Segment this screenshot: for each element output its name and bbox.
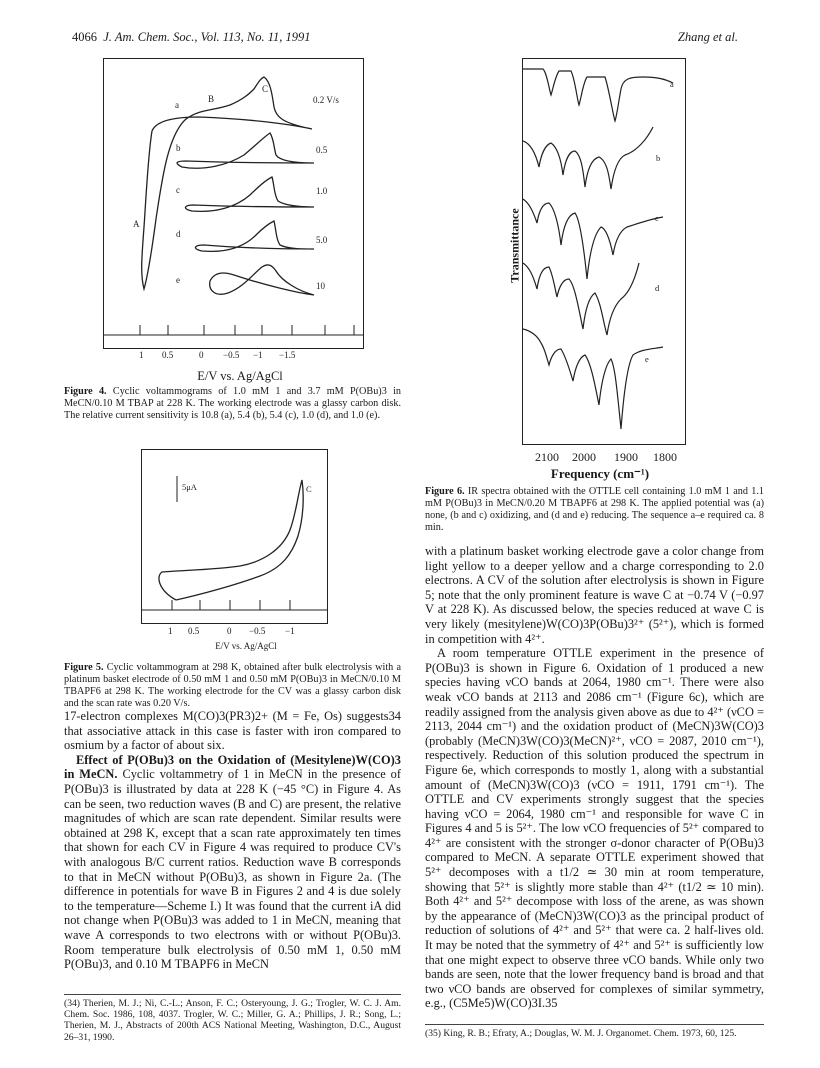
fig6-tick-1800: 1800 xyxy=(653,450,677,464)
ir-spectrum-c xyxy=(523,199,663,279)
fig4-x-ticks xyxy=(139,350,339,362)
scan-rate-a: 0.2 V/s xyxy=(313,95,339,105)
figure-6-caption xyxy=(425,486,764,534)
fig6-x-ticks xyxy=(535,450,695,464)
wave-label-C: C xyxy=(262,84,269,94)
figure-4-caption xyxy=(64,386,401,422)
cv-curve-e xyxy=(210,265,314,295)
footnote-rule-right xyxy=(425,1024,764,1025)
right-paragraph-2: A room temperature OTTLE experiment in the presence of P(OBu)3 is shown in Figure 6. Oxidation of 1 produced a new species having νCO bands at 2064, 1980 cm⁻¹. There were also weak νCO bands at 2113 and 2086 cm⁻¹ (Figure 6c), which are readily assigned from the analysis given above as due to 4²⁺ (νCO = 2113, 2044 cm⁻¹) and the oxidation product of (MeCN)3W(CO)3 (probably (MeCN)3W(CO)3(MeCN)²⁺, νCO = 2087, 2010 cm⁻¹), respectively. Reduction of this solution produced the spectrum in Figure 6e, which corresponds to mostly 1, along with a substantial amount of (MeCN)3W(CO)3 (νCO = 1911, 1791 cm⁻¹). The OTTLE and CV experiments strongly suggest that the species having νCO = 2064, 1980 cm⁻¹ and responsible for wave C in Figures 4 and 5 is 5²⁺. The low νCO frequencies of 5²⁺ compared to 4²⁺ are consistent with the stronger σ-donor character of P(OBu)3 compared to MeCN. A separate OTTLE experiment showed that 5²⁺ decomposes with a t1/2 ≃ 30 min at room temperature, showing that 5²⁺ is slightly more stable than 4²⁺ (t1/2 ≃ 10 min). Both 4²⁺ and 5²⁺ decompose with loss of the arene, as was shown by the appearance of (MeCN)3W(CO)3 as the principal product of reduction of solutions of 4²⁺ and 5²⁺ that were ca. 2 half-lives old. It may be noted that the symmetry of 4²⁺ and 5²⁺ is sufficiently low that one might expect to observe three νCO bands. While only two bands are seen, note that the lower frequency band is broad and that two νCO bands are observed for complexes of similar symmetry, e.g., (C5Me5)W(CO)3I.35 xyxy=(425,646,764,1011)
cv-curve-b xyxy=(177,133,314,168)
fig5-tick-5: −1 xyxy=(285,626,295,636)
fig4-tick-2: 0.5 xyxy=(162,350,174,360)
fig4-x-title: E/V vs. Ag/AgCl xyxy=(197,369,283,383)
fig4-tick-3: 0 xyxy=(199,350,204,360)
wave-label-A: A xyxy=(133,219,140,229)
left-paragraph-2 xyxy=(64,753,401,972)
journal-citation: J. Am. Chem. Soc., Vol. 113, No. 11, 1991 xyxy=(103,30,311,44)
fig6-tick-2100: 2100 xyxy=(535,450,559,464)
fig4-tick-5: −1 xyxy=(253,350,263,360)
cv-curve-d xyxy=(195,221,314,251)
page-number: 4066 xyxy=(72,30,97,44)
fig4-caption-text: Cyclic voltammograms of 1.0 mM 1 and 3.7 mM P(OBu)3 in MeCN/0.10 M TBAP at 228 K. The working electrode was a glassy carbon disk. The relative current sensitivity is 10.8 (a), 5.4 (b), 5.4 (c), 1.0 (d), and 1.0 (e). xyxy=(64,386,401,421)
fig5-tick-1: 1 xyxy=(168,626,173,636)
wave-label-B: B xyxy=(208,94,215,104)
scan-rate-b: 0.5 xyxy=(316,145,328,155)
fig4-tick-6: −1.5 xyxy=(279,350,296,360)
spectrum-label-e: e xyxy=(645,354,649,364)
fig4-caption-label: Figure 4. xyxy=(64,386,107,397)
curve-label-e: e xyxy=(176,275,180,285)
fig6-caption-text: IR spectra obtained with the OTTLE cell containing 1.0 mM 1 and 1.1 mM P(OBu)3 in MeCN/0.20 M TBAPF6 at 298 K. The applied potential was (a) none, (b and c) oxidizing, and (d and e) reducing. The sequence a–e required ca. 8 min. xyxy=(425,486,764,533)
fig5-tick-3: 0 xyxy=(227,626,232,636)
ir-spectrum-a xyxy=(523,69,673,121)
fig4-tick-1: 1 xyxy=(139,350,144,360)
figure-5-plot xyxy=(141,449,328,624)
running-header-left xyxy=(72,30,311,45)
figure-6-plot xyxy=(522,58,686,445)
fig5-x-title: E/V vs. Ag/AgCl xyxy=(215,641,277,651)
ir-spectrum-b xyxy=(523,127,653,189)
left-paragraph-1: 17-electron complexes M(CO)3(PR3)2+ (M = Fe, Os) suggests34 that associative attack in this case is faster with iron compared to osmium by a factor of about six. xyxy=(64,709,401,753)
cv-curve-fig5 xyxy=(159,480,303,600)
fig5-scale-bar-label: 5μA xyxy=(182,482,197,492)
figure-4-plot xyxy=(103,58,364,349)
curve-label-d: d xyxy=(176,229,181,239)
curve-label-b: b xyxy=(176,143,181,153)
curve-label-a: a xyxy=(175,100,179,110)
cv-curve-c xyxy=(185,177,314,211)
footnote-rule-left xyxy=(64,994,401,995)
fig6-tick-1900: 1900 xyxy=(614,450,638,464)
ir-spectrum-e xyxy=(523,329,663,429)
left-column-text xyxy=(64,709,401,972)
fig5-tick-4: −0.5 xyxy=(249,626,266,636)
spectrum-label-b: b xyxy=(656,153,661,163)
fig6-tick-2000: 2000 xyxy=(572,450,596,464)
spectrum-label-c: c xyxy=(655,213,659,223)
right-paragraph-1: with a platinum basket working electrode gave a color change from light yellow to a deeper yellow and a charge corresponding to 2.0 electrons. A CV of the solution after electrolysis is shown in Figure 5; note that the only prominent feature is wave C at −0.74 V (−0.97 V at 228 K). As discussed below, the species reduced at wave C is very likely (mesitylene)W(CO)3P(OBu)3²⁺ (5²⁺), which is formed in competition with 4²⁺. xyxy=(425,544,764,646)
left-paragraph-2-text: Cyclic voltammetry of 1 in MeCN in the presence of P(OBu)3 is illustrated by data at 228 K (−45 °C) in Figure 4. As can be seen, two reduction waves (B and C) are present, the relative magnitudes of which are scan rate dependent. Similar results were obtained at 298 K, except that a scan rate approximately ten times that shown for each CV in Figure 4 was required to produce CV's with analogous B/C current ratios. Reduction wave B corresponds to that in MeCN without P(OBu)3, as shown in Figure 2a. (The difference in potentials for wave B in Figures 2 and 4 is due solely to the temperature—Scheme I.) It was found that the current iA did not change when P(OBu)3 was added to 1 in MeCN, meaning that wave A corresponds to two electrons with or without P(OBu)3. Room temperature bulk electrolysis of 0.50 mM 1, 0.50 mM P(OBu)3, and 0.10 M TBAPF6 in MeCN xyxy=(64,767,401,972)
fig5-wave-label-C: C xyxy=(306,484,312,494)
fig6-caption-label: Figure 6. xyxy=(425,486,465,497)
section-heading: Effect of P(OBu)3 on the Oxidation of (Mesitylene)W(CO)3 in MeCN. xyxy=(64,752,401,782)
fig5-caption-text: Cyclic voltammogram at 298 K, obtained after bulk electrolysis with a platinum basket electrode of 0.50 mM 1 and 0.50 mM P(OBu)3 in MeCN/0.10 M TBAPF6 at 298 K. The working electrode for the CV was a glassy carbon disk and the scan rate was 0.20 V/s. xyxy=(64,662,401,709)
scan-rate-e: 10 xyxy=(316,281,325,291)
spectrum-label-a: a xyxy=(670,79,674,89)
spectrum-label-d: d xyxy=(655,283,660,293)
fig4-tick-4: −0.5 xyxy=(223,350,240,360)
footnote-34: (34) Therien, M. J.; Ni, C.-L.; Anson, F. C.; Osteryoung, J. G.; Trogler, W. C. J. Am. Chem. Soc. 1986, 108, 4037. Trogler, W. C.; Miller, G. A.; Phillips, J. R.; Song, L.; Therien, M. J., Abstracts of 200th ACS National Meeting, Washington, D.C., August 26–31, 1990. xyxy=(64,998,401,1043)
fig5-caption-label: Figure 5. xyxy=(64,662,104,673)
fig6-y-title: Transmittance xyxy=(507,208,522,283)
scan-rate-d: 5.0 xyxy=(316,235,328,245)
fig5-tick-2: 0.5 xyxy=(188,626,200,636)
figure-5-caption xyxy=(64,662,401,710)
cv-curve-a xyxy=(142,77,312,289)
scan-rate-c: 1.0 xyxy=(316,186,328,196)
fig5-x-ticks xyxy=(166,626,326,638)
footnote-35: (35) King, R. B.; Efraty, A.; Douglas, W. M. J. Organomet. Chem. 1973, 60, 125. xyxy=(425,1028,737,1039)
ir-spectrum-d xyxy=(523,263,639,335)
fig6-x-title: Frequency (cm⁻¹) xyxy=(550,466,650,481)
running-author: Zhang et al. xyxy=(677,30,738,44)
right-column-text xyxy=(425,544,764,1011)
curve-label-c: c xyxy=(176,185,180,195)
